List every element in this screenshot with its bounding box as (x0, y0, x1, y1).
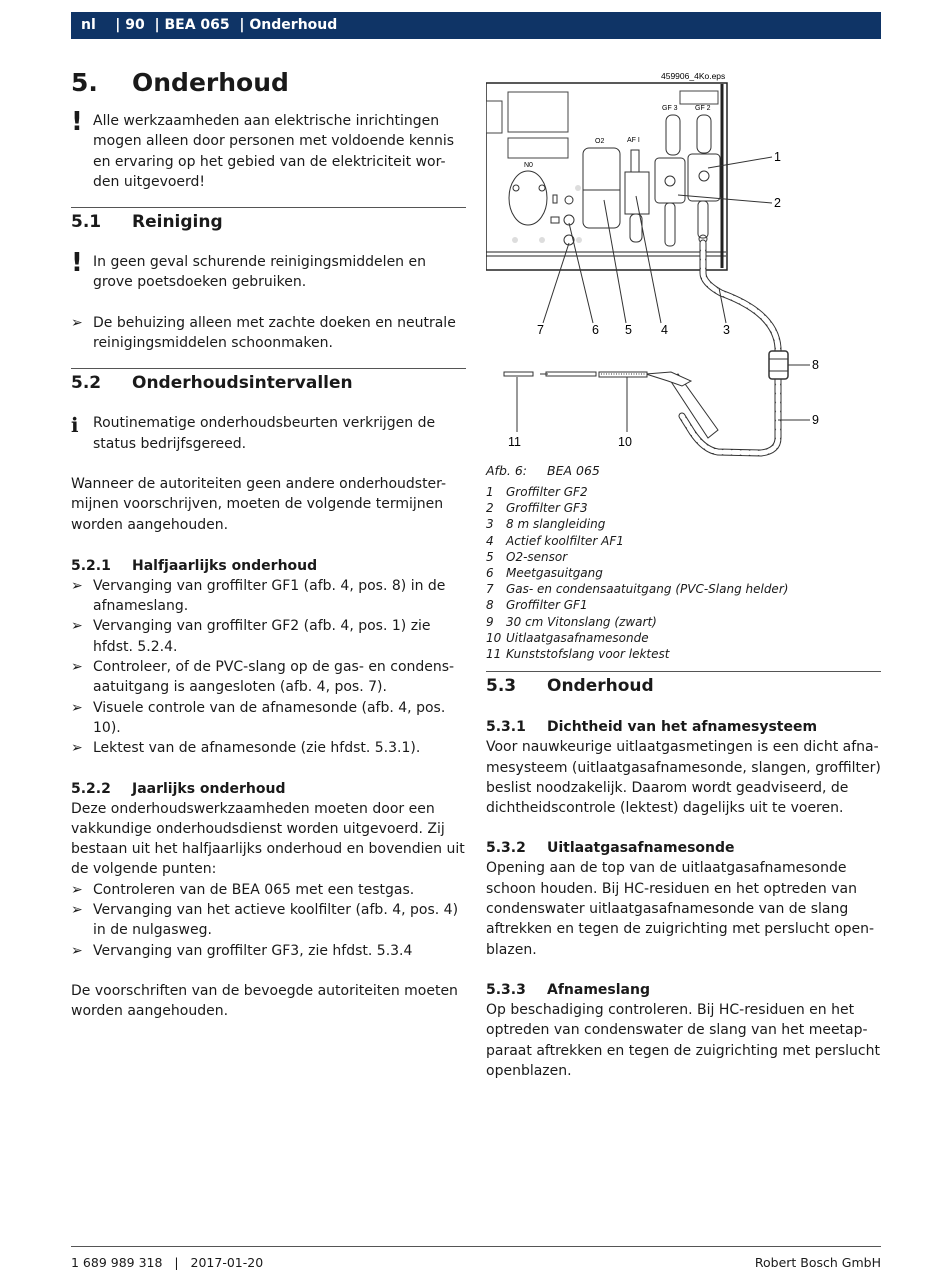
probe-grip (646, 372, 691, 386)
list-item-text: Lektest van de afnamesonde (zie hfdst. 5.3.1). (93, 740, 421, 757)
legend-number: 3 (486, 517, 494, 532)
o2-sensor (583, 148, 620, 228)
warning-text: Alle werkzaamheden aan elektrische inrichtingen mogen alleen door personen met voldoende kennis en ervaring op het gebied van de elektriciteit wor-den uitgevoerd! (93, 113, 455, 190)
arrow-icon: ➢ (71, 699, 83, 716)
paragraph: Wanneer de autoriteiten geen andere onderhoudster-mijnen voorschrijven, moeten de volgende termijnen worden aangehouden. (71, 475, 447, 533)
subsection-number: 5.3.1 (486, 719, 526, 736)
legend-number: 4 (486, 533, 494, 548)
indicator-dot (576, 237, 582, 243)
arrow-icon: ➢ (71, 659, 83, 676)
gf3-tube (666, 115, 680, 155)
figure-caption (486, 463, 881, 479)
header-lang: nl (81, 17, 96, 33)
legend-number: 8 (486, 598, 494, 613)
section-title: Onderhoudsintervallen (132, 373, 353, 394)
callout-1: 1 (774, 150, 781, 164)
port-symbol (551, 217, 559, 223)
legend-text: Gas- en condensaatuitgang (PVC-Slang helder) (506, 582, 789, 597)
subsection-heading-5-3-2 (486, 838, 881, 858)
footer-doc-number: 1 689 989 318 (71, 1255, 163, 1270)
header-page: 90 (125, 17, 145, 33)
label-gf3: GF 3 (662, 105, 678, 112)
legend-text: Groffilter GF3 (506, 501, 588, 516)
list-item (71, 313, 466, 354)
info-note (71, 413, 466, 454)
callout-9: 9 (812, 413, 819, 427)
indicator-dot (539, 237, 545, 243)
footer-sep: | (166, 1255, 187, 1270)
label-gf2: GF 2 (695, 105, 711, 112)
paragraph: Opening aan de top van de uitlaatgasafnamesonde schoon houden. Bij HC-residuen en het optreden van condenswater uitlaatgasafnamesonde van de slang aftrekken en tegen de zuigrichting met perslucht open-blazen. (486, 860, 875, 958)
list-item-text: Vervanging van groffilter GF1 (afb. 4, pos. 8) in de afnameslang. (93, 577, 446, 615)
subsection-number: 5.2.1 (71, 557, 111, 574)
warning-text: In geen geval schurende reinigingsmiddelen en grove poetsdoeken gebruiken. (93, 254, 426, 291)
legend-item (486, 549, 881, 565)
callout-11: 11 (508, 435, 521, 449)
legend-number: 6 (486, 566, 494, 581)
header-sep: | (149, 17, 165, 33)
legend-text: Uitlaatgasafnamesonde (506, 630, 649, 645)
callout-5: 5 (625, 323, 632, 337)
legend-text: Meetgasuitgang (506, 566, 603, 581)
callout-10: 10 (618, 435, 632, 449)
legend-item (486, 565, 881, 581)
label-o2: O2 (595, 138, 605, 145)
gf2-outlet (698, 201, 708, 238)
legend-text: Groffilter GF1 (506, 598, 588, 613)
list-item (71, 616, 466, 657)
coarse-filter-gf3 (655, 158, 685, 203)
subsection-heading-5-2-2 (71, 779, 466, 799)
list-item-text: Visuele controle van de afnamesonde (afb. 4, pos. 10). (93, 699, 446, 736)
warning-note (71, 248, 466, 293)
legend-number: 7 (486, 582, 494, 597)
arrow-icon: ➢ (71, 942, 83, 959)
left-column (71, 64, 466, 1022)
coarse-filter-gf2 (688, 154, 720, 201)
legend-item (486, 533, 881, 549)
section-number: 5.1 (71, 212, 102, 233)
list-item-text: Controleren van de BEA 065 met een testgas. (93, 881, 415, 898)
section-number: 5.3 (486, 676, 517, 697)
filter-symbol (699, 171, 709, 181)
section-heading-5-1 (71, 211, 466, 233)
figure (486, 68, 881, 458)
legend-number: 10 (486, 630, 502, 645)
callout-line (604, 200, 626, 323)
list-item-text: Vervanging van groffilter GF3, zie hfdst. 5.3.4 (93, 942, 413, 959)
list-item (71, 941, 466, 961)
figure-legend (486, 484, 881, 662)
list-item (71, 738, 466, 758)
arrow-icon: ➢ (71, 314, 83, 331)
legend-item (486, 646, 881, 662)
legend-number: 11 (486, 647, 502, 662)
legend-item (486, 597, 881, 613)
info-text: Routinematige onderhoudsbeurten verkrijgen de status bedrijfsgereed. (93, 415, 436, 452)
subsection-number: 5.2.2 (71, 780, 111, 797)
gas-port (565, 196, 573, 204)
callout-line (708, 157, 772, 168)
arrow-icon: ➢ (71, 881, 83, 898)
header-sep: | (234, 17, 250, 33)
warning-icon: ! (71, 107, 83, 137)
paragraph: De voorschriften van de bevoegde autoriteiten moeten worden aangehouden. (71, 982, 458, 1020)
legend-text: 8 m slangleiding (506, 517, 606, 532)
list-item (71, 900, 466, 941)
section-heading-5-3 (486, 675, 881, 697)
gf2-tube (697, 115, 711, 153)
callout-8: 8 (812, 358, 819, 372)
yearly-list (71, 880, 466, 961)
panel-slot (486, 101, 502, 133)
callout-6: 6 (592, 323, 599, 337)
divider (71, 368, 466, 369)
label-panel (508, 138, 568, 158)
arrow-icon: ➢ (71, 618, 83, 635)
paragraph: Deze onderhoudswerkzaamheden moeten door een vakkundige onderhoudsdienst worden uitgevoerd. Zij bestaan uit het halfjaarlijks onderhoud en bovendien uit de volgende punten: (71, 800, 465, 878)
device-housing (486, 83, 727, 270)
legend-item (486, 516, 881, 532)
hose (682, 243, 778, 453)
legend-item (486, 630, 881, 646)
display-panel (508, 92, 568, 132)
section-number: 5.2 (71, 373, 102, 394)
callout-line (543, 243, 569, 323)
footer-date: 2017-01-20 (190, 1255, 264, 1270)
header-section: Onderhoud (249, 17, 338, 33)
callout-line (636, 196, 661, 323)
gf3-outlet (665, 203, 675, 246)
subsection-title: Dichtheid van het afnamesysteem (547, 719, 818, 736)
probe-tip (546, 372, 596, 376)
chapter-heading (71, 64, 466, 104)
chapter-title: Onderhoud (132, 68, 289, 97)
subsection-heading-5-3-3 (486, 980, 881, 1000)
legend-number: 2 (486, 501, 494, 516)
page-footer (71, 1246, 881, 1270)
indicator-dot (512, 237, 518, 243)
list-item (71, 698, 466, 739)
divider (486, 671, 881, 672)
subsection-title: Uitlaatgasafnamesonde (547, 840, 735, 857)
instruction-list (71, 313, 466, 354)
paragraph: Voor nauwkeurige uitlaatgasmetingen is een dicht afna-mesysteem (uitlaatgasafnamesonde, slangen, groffilter) beslist noodzakelijk. Daarom wordt geadviseerd, de dichtheidscontrole (lektest) dagelijks uit te voeren. (486, 739, 881, 817)
section-heading-5-2 (71, 372, 466, 394)
legend-text: Groffilter GF2 (506, 485, 588, 499)
subsection-title: Jaarlijks onderhoud (132, 780, 286, 797)
header-sep: | (100, 17, 126, 33)
legend-number: 1 (486, 485, 494, 499)
caption-title: BEA 065 (547, 463, 600, 478)
list-item-text: Vervanging van groffilter GF2 (afb. 4, pos. 1) zie hfdst. 5.2.4. (93, 618, 431, 655)
list-item-text: Vervanging van het actieve koolfilter (afb. 4, pos. 4) in de nulgasweg. (93, 902, 459, 939)
arrow-icon: ➢ (71, 902, 83, 919)
divider (71, 207, 466, 208)
header-product: BEA 065 (164, 17, 230, 33)
subsection-heading-5-2-1 (71, 556, 466, 576)
indicator-dot (575, 185, 581, 191)
n0-inlet (509, 171, 547, 225)
legend-text: O2-sensor (506, 549, 568, 564)
legend-number: 9 (486, 614, 494, 629)
device-diagram (486, 68, 881, 458)
callout-7: 7 (537, 323, 544, 337)
coarse-filter-gf1 (769, 351, 788, 379)
legend-text: 30 cm Vitonslang (zwart) (506, 614, 657, 629)
leak-test-hose (504, 372, 533, 376)
list-item (71, 880, 466, 900)
legend-number: 5 (486, 549, 494, 564)
halfyear-list (71, 576, 466, 759)
list-item (71, 576, 466, 617)
section-title: Onderhoud (547, 676, 654, 697)
screw (513, 185, 519, 191)
page-header (71, 12, 881, 39)
legend-item (486, 500, 881, 516)
arrow-icon: ➢ (71, 740, 83, 757)
legend-item (486, 581, 881, 597)
port-symbol (553, 195, 557, 203)
right-column-text (486, 463, 881, 1081)
subsection-number: 5.3.2 (486, 840, 526, 857)
arrow-icon: ➢ (71, 577, 83, 594)
label-n0: N0 (524, 162, 533, 169)
label-plate (680, 91, 718, 104)
hose-inner (682, 243, 778, 453)
section-title: Reiniging (132, 212, 223, 233)
label-af1: AF I (627, 137, 640, 144)
figure-filename: 459906_4Ko.eps (661, 71, 726, 81)
legend-item (486, 484, 881, 500)
subsection-number: 5.3.3 (486, 981, 526, 998)
info-icon: ℹ (71, 413, 79, 438)
paragraph: Op beschadiging controleren. Bij HC-residuen en het optreden van condenswater de slang van het meetap-paraat aftrekken en tegen de zuigrichting met perslucht openblazen. (486, 1001, 880, 1079)
callout-line (678, 195, 772, 203)
callout-2: 2 (774, 196, 781, 210)
af1-stub (631, 150, 639, 172)
caption-label: Afb. 6: (486, 463, 527, 478)
legend-text: Kunststofslang voor lektest (506, 647, 670, 662)
list-item (71, 657, 466, 698)
activated-carbon-filter (625, 172, 649, 214)
filter-symbol (665, 176, 675, 186)
callout-4: 4 (661, 323, 668, 337)
footer-company: Robert Bosch GmbH (754, 1255, 881, 1270)
list-item-text: Controleer, of de PVC-slang op de gas- en condens-aatuitgang is aangesloten (afb. 4, pos. 7). (93, 659, 455, 696)
callout-3: 3 (723, 323, 730, 337)
warning-note (71, 107, 466, 192)
legend-item (486, 614, 881, 630)
subsection-title: Afnameslang (547, 981, 650, 998)
list-item-text: De behuizing alleen met zachte doeken en neutrale reinigingsmiddelen schoonmaken. (93, 314, 456, 352)
chapter-number: 5. (71, 68, 98, 97)
subsection-title: Halfjaarlijks onderhoud (132, 557, 318, 574)
subsection-heading-5-3-1 (486, 717, 881, 737)
warning-icon: ! (71, 248, 83, 279)
legend-text: Actief koolfilter AF1 (506, 533, 624, 548)
screw (539, 185, 545, 191)
